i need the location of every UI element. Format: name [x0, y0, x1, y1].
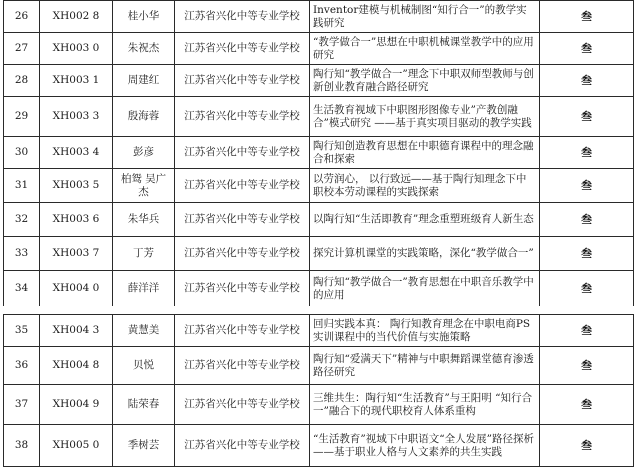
school-name-text: 江苏省兴化中等专业学校 — [184, 282, 300, 294]
row-number-text: 38 — [14, 439, 29, 451]
row-number-text: 30 — [14, 146, 29, 158]
paper-title-text: 生活教育视域下中职图形图像专业”产教创融合”模式研究 ——基于真实项目驱动的教学实践 — [313, 103, 532, 129]
entry-code — [40, 203, 113, 237]
author-name — [113, 33, 175, 65]
row-number — [4, 385, 40, 425]
paper-title-text: 以陶行知“生活即教育”理念重塑班级育人新生态 — [313, 213, 534, 225]
author-name — [113, 137, 175, 169]
paper-title — [310, 137, 540, 169]
award-level-text: 叁 — [581, 212, 592, 226]
school-name — [175, 315, 310, 347]
author-name-text: 薛洋洋 — [127, 282, 160, 294]
award-level — [540, 33, 634, 65]
entry-code-text: XH003 4 — [52, 146, 100, 158]
paper-title-text: 陶行知创造教育思想在中职德育课程中的理念融合和探索 — [313, 139, 534, 165]
award-level — [540, 385, 634, 425]
entry-code — [40, 137, 113, 169]
award-level-text: 叁 — [581, 145, 592, 159]
school-name-text: 江苏省兴化中等专业学校 — [184, 146, 300, 158]
award-level-text: 叁 — [581, 109, 592, 123]
award-level-text: 叁 — [581, 281, 592, 295]
paper-title — [310, 237, 540, 271]
author-name — [113, 271, 175, 307]
entry-code — [40, 169, 113, 203]
award-level-text: 叁 — [581, 397, 592, 411]
paper-title — [310, 271, 540, 307]
table-row — [4, 137, 634, 169]
row-number — [4, 169, 40, 203]
table-row — [4, 271, 634, 307]
paper-title — [310, 169, 540, 203]
row-number-text: 28 — [14, 74, 29, 86]
row-number — [4, 425, 40, 467]
author-name — [113, 347, 175, 385]
award-level — [540, 271, 634, 307]
row-number-text: 37 — [14, 398, 29, 410]
paper-title — [310, 315, 540, 347]
row-number-text: 31 — [14, 179, 29, 191]
school-name — [175, 33, 310, 65]
author-name-text: 桂小华 — [127, 10, 160, 22]
paper-title-text: 三维共生：陶行知“生活教育”与王阳明 “知行合一”融合下的现代职校育人体系重构 — [313, 391, 532, 417]
paper-title — [310, 203, 540, 237]
row-number — [4, 237, 40, 271]
author-name-text: 朱祝杰 — [127, 42, 160, 54]
row-number-text: 36 — [14, 359, 29, 371]
author-name-text: 殷海蓉 — [127, 110, 160, 122]
entry-code-text: XH003 1 — [52, 74, 100, 86]
row-number-text: 29 — [14, 110, 29, 122]
author-name — [113, 169, 175, 203]
entry-code — [40, 97, 113, 137]
award-level — [540, 237, 634, 271]
award-level — [540, 169, 634, 203]
table-row — [4, 347, 634, 385]
author-name — [113, 203, 175, 237]
author-name — [113, 385, 175, 425]
table-row — [4, 97, 634, 137]
school-name-text: 江苏省兴化中等专业学校 — [184, 359, 300, 371]
school-name — [175, 271, 310, 307]
row-number — [4, 203, 40, 237]
entry-code — [40, 33, 113, 65]
school-name — [175, 137, 310, 169]
entry-code — [40, 425, 113, 467]
paper-title-text: 陶行知“教学做合一”理念下中职双师型教师与创新创业教育融合路径研究 — [313, 67, 534, 93]
award-level-text: 叁 — [581, 9, 592, 23]
school-name — [175, 425, 310, 467]
row-number-text: 32 — [14, 213, 29, 225]
entry-code-text: XH004 9 — [52, 398, 100, 410]
award-level — [540, 137, 634, 169]
paper-title-text: 探究计算机课堂的实践策略，深化“教学做合一” — [313, 247, 534, 259]
school-name — [175, 347, 310, 385]
award-level-text: 叁 — [581, 41, 592, 55]
entry-code — [40, 1, 113, 33]
paper-title-text: 陶行知“教学做合一”教育思想在中职音乐教学中的应用 — [313, 275, 534, 301]
table-row — [4, 203, 634, 237]
author-name — [113, 97, 175, 137]
row-number — [4, 137, 40, 169]
award-table-body-1 — [4, 1, 634, 307]
award-level-text: 叁 — [581, 438, 592, 452]
award-level-text: 叁 — [581, 358, 592, 372]
table-row — [4, 425, 634, 467]
school-name — [175, 169, 310, 203]
author-name — [113, 65, 175, 97]
entry-code — [40, 315, 113, 347]
entry-code-text: XH003 7 — [52, 247, 100, 259]
entry-code-text: XH003 5 — [52, 179, 100, 191]
school-name-text: 江苏省兴化中等专业学校 — [184, 247, 300, 259]
entry-code — [40, 65, 113, 97]
award-level — [540, 347, 634, 385]
entry-code — [40, 271, 113, 307]
paper-title-text: 以劳润心， 以行致远——基于陶行知理念下中职校本劳动课程的实践探索 — [313, 172, 527, 198]
entry-code — [40, 237, 113, 271]
school-name-text: 江苏省兴化中等专业学校 — [184, 42, 300, 54]
award-level — [540, 203, 634, 237]
entry-code-text: XH002 8 — [52, 10, 100, 22]
entry-code-text: XH005 0 — [52, 439, 100, 451]
paper-title — [310, 385, 540, 425]
row-number — [4, 65, 40, 97]
table-row — [4, 169, 634, 203]
school-name-text: 江苏省兴化中等专业学校 — [184, 179, 300, 191]
row-number-text: 35 — [14, 324, 29, 336]
award-level — [540, 97, 634, 137]
row-number — [4, 97, 40, 137]
paper-title — [310, 1, 540, 33]
author-name-text: 彭彦 — [133, 146, 154, 158]
paper-title-text: “教学做合一”思想在中职机械课堂教学中的应用研究 — [313, 35, 534, 61]
entry-code-text: XH003 0 — [52, 42, 100, 54]
row-number — [4, 347, 40, 385]
entry-code-text: XH004 8 — [52, 359, 100, 371]
row-number-text: 34 — [14, 282, 29, 294]
author-name — [113, 1, 175, 33]
paper-title-text: “生活教育”视域下中职语文“全人发展”路径探析——基于职业人格与人文素养的共生实践 — [313, 432, 534, 458]
award-table-body-2 — [4, 315, 634, 467]
author-name-text: 丁芳 — [133, 247, 154, 259]
row-number-text: 27 — [14, 42, 29, 54]
award-level — [540, 65, 634, 97]
entry-code-text: XH004 3 — [52, 324, 100, 336]
award-level — [540, 425, 634, 467]
paper-title-text: 陶行知“爱满天下”精神与中职舞蹈课堂德育渗透路径研究 — [313, 352, 534, 378]
school-name — [175, 385, 310, 425]
entry-code-text: XH003 6 — [52, 213, 100, 225]
paper-title-text: Inventor建模与机械制图“知行合一”的教学实践研究 — [313, 3, 527, 29]
entry-code — [40, 385, 113, 425]
paper-title — [310, 65, 540, 97]
award-table-part-1 — [3, 0, 634, 307]
row-number-text: 33 — [14, 247, 29, 259]
school-name — [175, 237, 310, 271]
table-row — [4, 315, 634, 347]
school-name-text: 江苏省兴化中等专业学校 — [184, 10, 300, 22]
author-name-text: 黄慧美 — [127, 324, 160, 336]
school-name — [175, 203, 310, 237]
school-name-text: 江苏省兴化中等专业学校 — [184, 74, 300, 86]
author-name-text: 周建红 — [127, 74, 160, 86]
school-name-text: 江苏省兴化中等专业学校 — [184, 398, 300, 410]
school-name-text: 江苏省兴化中等专业学校 — [184, 110, 300, 122]
award-level-text: 叁 — [581, 246, 592, 260]
school-name-text: 江苏省兴化中等专业学校 — [184, 324, 300, 336]
award-level-text: 叁 — [581, 178, 592, 192]
award-level — [540, 1, 634, 33]
paper-title-text: 回归实践本真： 陶行知教育理念在中职电商PS实训课程中的当代价值与实施策略 — [313, 317, 531, 343]
author-name-text: 季树芸 — [127, 439, 160, 451]
row-number — [4, 315, 40, 347]
row-number — [4, 1, 40, 33]
table-row — [4, 1, 634, 33]
author-name — [113, 315, 175, 347]
author-name — [113, 237, 175, 271]
author-name-text: 贝悦 — [133, 359, 154, 371]
row-number-text: 26 — [14, 10, 29, 22]
entry-code-text: XH004 0 — [52, 282, 100, 294]
author-name — [113, 425, 175, 467]
paper-title — [310, 97, 540, 137]
award-level-text: 叁 — [581, 73, 592, 87]
school-name-text: 江苏省兴化中等专业学校 — [184, 439, 300, 451]
author-name-text: 柏鸳 吴广杰 — [120, 172, 167, 198]
table-row — [4, 33, 634, 65]
paper-title — [310, 425, 540, 467]
award-level-text: 叁 — [581, 323, 592, 337]
author-name-text: 陆荣春 — [127, 398, 160, 410]
school-name — [175, 1, 310, 33]
school-name — [175, 97, 310, 137]
table-row — [4, 385, 634, 425]
award-table-part-2 — [3, 314, 634, 467]
entry-code — [40, 347, 113, 385]
row-number — [4, 271, 40, 307]
table-page-gap — [0, 306, 640, 314]
entry-code-text: XH003 3 — [52, 110, 100, 122]
table-row — [4, 237, 634, 271]
school-name-text: 江苏省兴化中等专业学校 — [184, 213, 300, 225]
table-row — [4, 65, 634, 97]
row-number — [4, 33, 40, 65]
award-level — [540, 315, 634, 347]
paper-title — [310, 347, 540, 385]
author-name-text: 朱华兵 — [127, 213, 160, 225]
paper-title — [310, 33, 540, 65]
school-name — [175, 65, 310, 97]
